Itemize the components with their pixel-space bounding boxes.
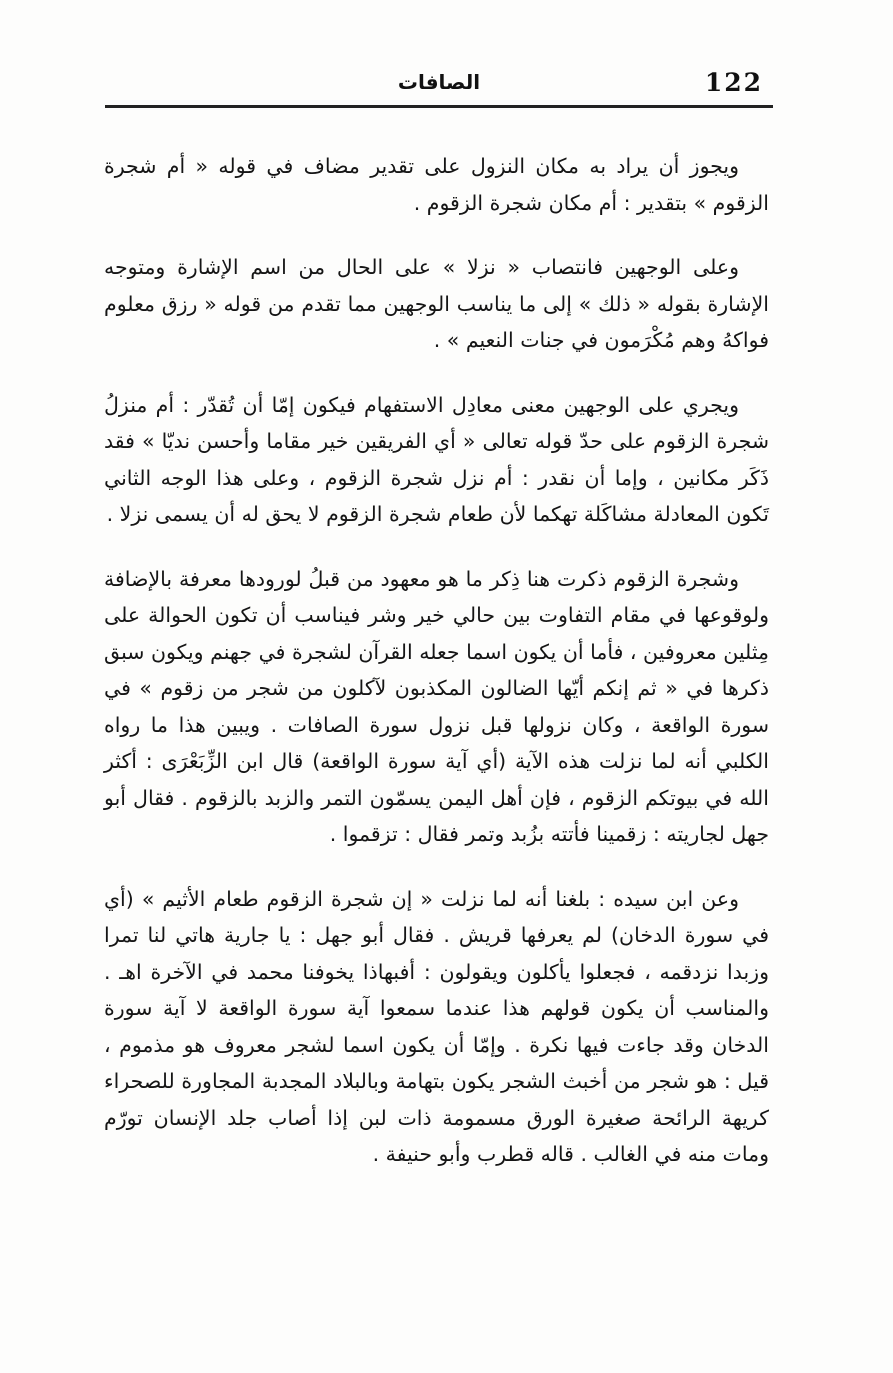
page-header — [105, 64, 773, 106]
header-divider — [105, 105, 773, 108]
paragraph: وعن ابن سيده : بلغنا أنه لما نزلت « إن شجرة الزقوم طعام الأثيم » (أي في سورة الدخان) لم يعرفها قريش . فقال أبو جهل : يا جارية هاتي لنا تمرا وزبدا نزدقمه ، فجعلوا يأكلون ويقولون : أفبهاذا يخوفنا محمد في الآخرة اهـ . والمناسب أن يكون قولهم هذا عندما سمعوا آية سورة الواقعة لا آية سورة الدخان وقد جاءت فيها نكرة . وإمّا أن يكون اسما لشجر معروف هو مذموم ، قيل : هو شجر من أخبث الشجر يكون بتهامة وبالبلاد المجدبة المجاورة للصحراء كريهة الرائحة صغيرة الورق مسمومة ذات لبن إذا أصاب جلد الإنسان تورّم ومات منه في الغالب . قاله قطرب وأبو حنيفة . — [104, 886, 769, 1166]
paragraph: ويجري على الوجهين معنى معادِل الاستفهام فيكون إمّا أن تُقدّر : أم منزلُ شجرة الزقوم على حدّ قوله تعالى « أي الفريقين خير مقاما وأحسن نديّا » فقد ذَكَر مكانين ، وإما أن نقدر : أم نزل شجرة الزقوم ، وعلى هذا الوجه الثاني تَكون المعادلة مشاكَلة تهكما لأن طعام شجرة الزقوم لا يحق له أن يسمى نزلا . — [104, 392, 769, 526]
page-number: 122 — [704, 68, 763, 97]
paragraph: ويجوز أن يراد به مكان النزول على تقدير مضاف في قوله « أم شجرة الزقوم » بتقدير : أم مكان شجرة الزقوم . — [104, 154, 769, 215]
surah-title: الصافات — [397, 70, 481, 94]
paragraph: وشجرة الزقوم ذكرت هنا ذِكر ما هو معهود من قبلُ لورودها معرفة بالإضافة ولوقوعها في مقام التفاوت بين حالي خير وشر فيناسب أن تكون الحوالة على مِثلين معروفين ، فأما أن يكون اسما جعله القرآن لشجرة في جهنم ويكون سبق ذكرها في « ثم إنكم أيّها الضالون المكذبون لآكلون من شجر من زقوم » في سورة الواقعة ، وكان نزولها قبل نزول سورة الصافات . ويبين هذا ما رواه الكلبي أنه لما نزلت هذه الآية (أي آية سورة الواقعة) قال ابن الزِّبَعْرَى : أكثر الله في بيوتكم الزقوم ، فإن أهل اليمن يسمّون التمر والزبد بالزقوم . فقال أبو جهل لجاريته : زقمينا فأتته بزُبد وتمر فقال : تزقموا . — [104, 566, 769, 846]
paragraph: وعلى الوجهين فانتصاب « نزلا » على الحال من اسم الإشارة ومتوجه الإشارة بقوله « ذلك » إلى ما يناسب الوجهين مما تقدم من قوله « رزق معلوم فواكهُ وهم مُكْرَمون في جنات النعيم » . — [104, 255, 769, 352]
page-body — [104, 148, 769, 1173]
